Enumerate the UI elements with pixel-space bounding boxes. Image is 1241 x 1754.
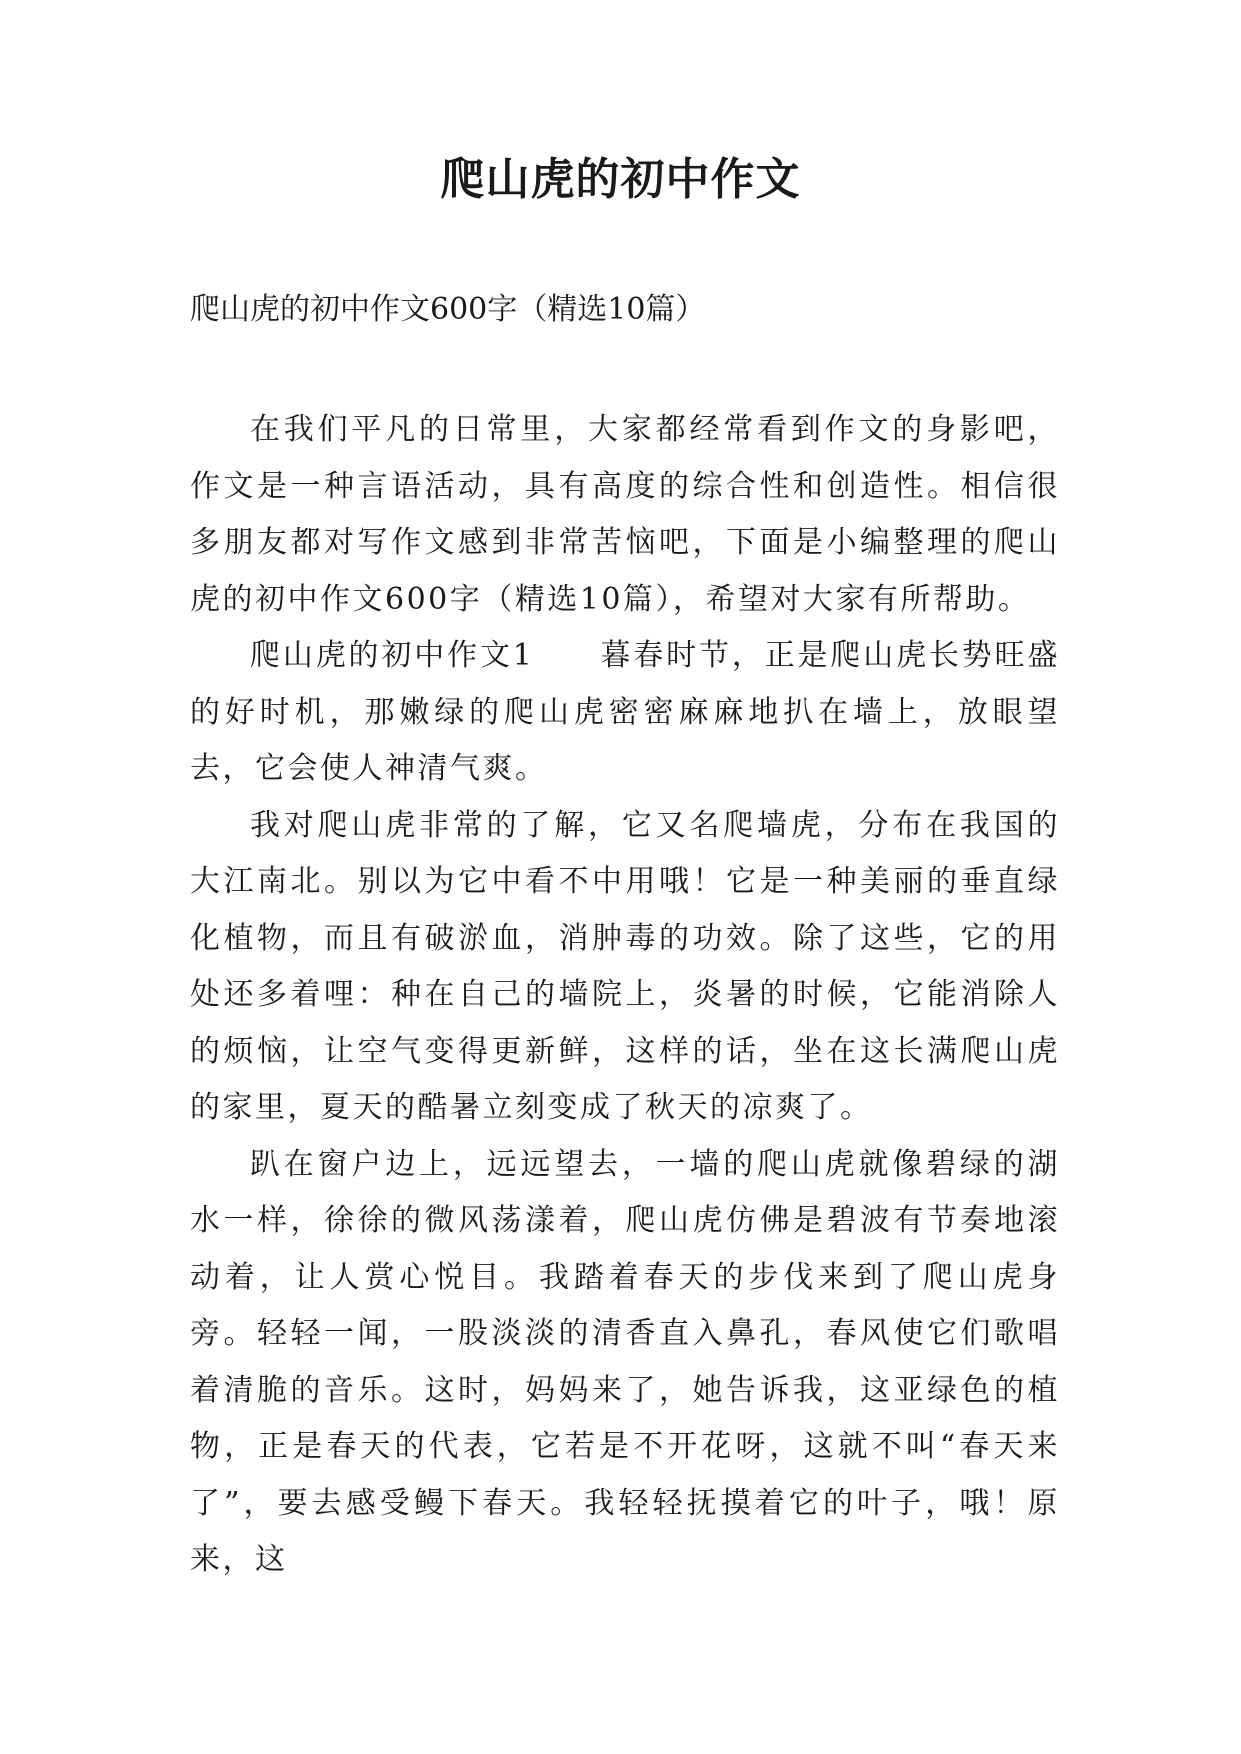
document-subtitle: 爬山虎的初中作文600字（精选10篇） xyxy=(190,292,706,327)
document-body xyxy=(190,402,1060,1589)
paragraph-essay-1-description: 我对爬山虎非常的了解，它又名爬墙虎，分布在我国的大江南北。别以为它中看不中用哦！它是一种美丽的垂直绿化植物，而且有破淤血，消肿毒的功效。除了这些，它的用处还多着哩：种在自己的墙院上，炎暑的时候，它能消除人的烦恼，让空气变得更新鲜，这样的话，坐在这长满爬山虎的家里，夏天的酷暑立刻变成了秋天的凉爽了。 xyxy=(190,807,1060,1125)
document-title: 爬山虎的初中作文 xyxy=(440,154,801,205)
paragraph-essay-1-opening: 爬山虎的初中作文1 暮春时节，正是爬山虎长势旺盛的好时机，那嫩绿的爬山虎密密麻麻地扒在墙上，放眼望去，它会使人神清气爽。 xyxy=(190,638,1060,786)
paragraph-essay-1-window: 趴在窗户边上，远远望去，一墙的爬山虎就像碧绿的湖水一样，徐徐的微风荡漾着，爬山虎仿佛是碧波有节奏地滚动着，让人赏心悦目。我踏着春天的步伐来到了爬山虎身旁。轻轻一闻，一股淡淡的清香直入鼻孔，春风使它们歌唱着清脆的音乐。这时，妈妈来了，她告诉我，这亚绿色的植物，正是春天的代表，它若是不开花呀，这就不叫“春天来了”，要去感受鳗下春天。我轻轻抚摸着它的叶子，哦！原来，这 xyxy=(190,1146,1060,1577)
paragraph-intro: 在我们平凡的日常里，大家都经常看到作文的身影吧，作文是一种言语活动，具有高度的综合性和创造性。相信很多朋友都对写作文感到非常苦恼吧，下面是小编整理的爬山虎的初中作文600字（精选10篇），希望对大家有所帮助。 xyxy=(190,412,1060,617)
